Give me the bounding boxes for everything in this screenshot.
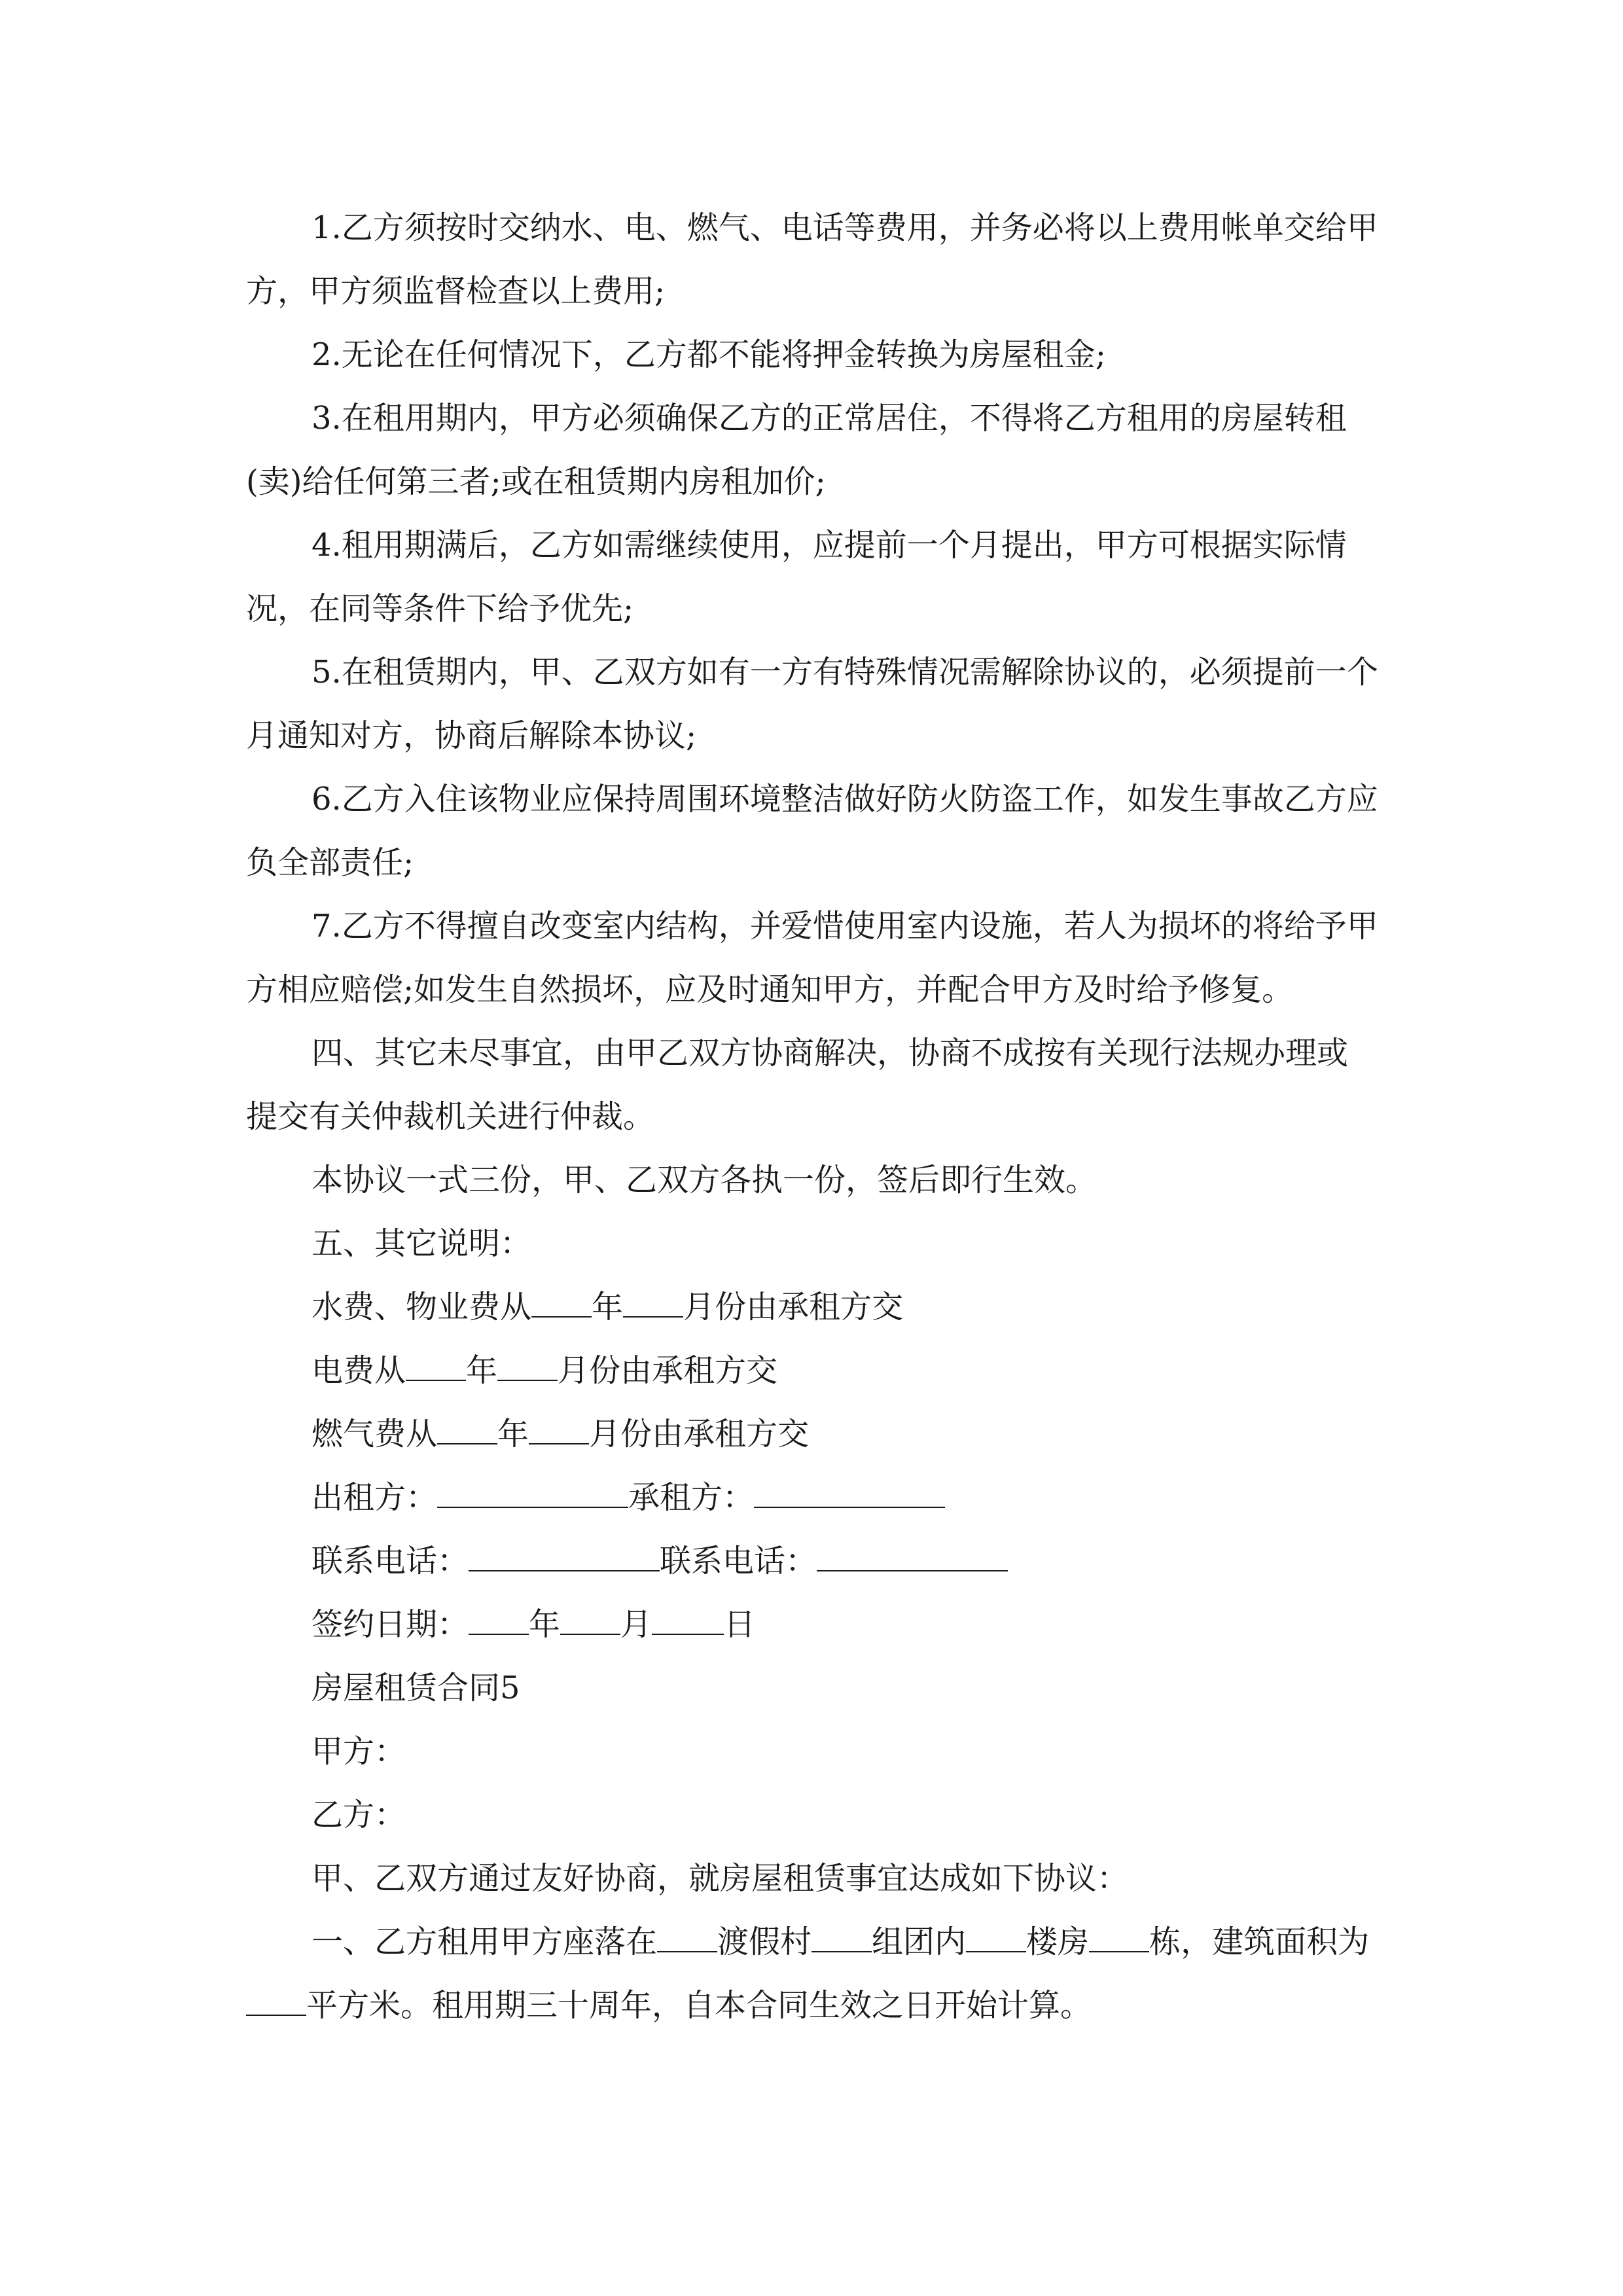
section-4: 四、其它未尽事宜，由甲乙双方协商解决，协商不成按有关现行法规办理或提交有关仲裁机关进行仲裁。 [246, 1035, 1349, 1135]
clause-3: 3.在租用期内，甲方必须确保乙方的正常居住，不得将乙方租用的房屋转租(卖)给任何第三者;或在租赁期内房租加价; [246, 400, 1347, 500]
blank-field [812, 1925, 872, 1952]
parties-line: 出租方： 承租方： [246, 1466, 1378, 1530]
party-a-label: 甲方： [312, 1733, 406, 1770]
electric-fee-line: 电费从 年 月份由承租方交 [312, 1352, 778, 1389]
blank-field [652, 1607, 724, 1635]
sign-date-line: 签约日期： 年 月 日 [312, 1606, 756, 1643]
document-page [246, 196, 1378, 2037]
blank-field [469, 1544, 660, 1571]
clause-1: 1.乙方须按时交纳水、电、燃气、电话等费用，并务必将以上费用帐单交给甲方，甲方须监督检查以上费用; [246, 209, 1378, 310]
blank-field [497, 1354, 558, 1381]
party-b-label: 乙方： [312, 1797, 406, 1833]
blank-field [754, 1480, 945, 1508]
blank-field [437, 1417, 497, 1444]
phones-line: 联系电话： 联系电话： [246, 1530, 1378, 1593]
blank-field [246, 1988, 306, 2016]
blank-field [531, 1290, 592, 1318]
blank-field [406, 1354, 466, 1381]
clause-5: 5.在租赁期内，甲、乙双方如有一方有特殊情况需解除协议的，必须提前一个月通知对方，协商后解除本协议; [246, 654, 1378, 754]
blank-field [623, 1290, 683, 1318]
blank-field [529, 1417, 589, 1444]
blank-field [657, 1925, 717, 1952]
section-5-title: 五、其它说明： [312, 1225, 532, 1262]
contract-title: 房屋租赁合同5 [312, 1670, 520, 1706]
clause-4: 4.租用期满后，乙方如需继续使用，应提前一个月提出，甲方可根据实际情况，在同等条件下给予优先; [246, 527, 1347, 627]
blank-field [817, 1544, 1008, 1571]
clause-2: 2.无论在任何情况下，乙方都不能将押金转换为房屋租金; [312, 336, 1106, 373]
gas-fee-line: 燃气费从 年 月份由承租方交 [312, 1416, 810, 1452]
blank-field [437, 1480, 628, 1508]
blank-field [1089, 1925, 1149, 1952]
copies-statement: 本协议一式三份，甲、乙双方各执一份，签后即行生效。 [312, 1162, 1097, 1198]
blank-field [469, 1607, 529, 1635]
clause-7: 7.乙方不得擅自改变室内结构，并爱惜使用室内设施，若人为损坏的将给予甲方相应赔偿;如发生自然损坏，应及时通知甲方，并配合甲方及时给予修复。 [246, 908, 1378, 1008]
blank-field [560, 1607, 620, 1635]
clause-6: 6.乙方入住该物业应保持周围环境整洁做好防火防盗工作，如发生事故乙方应负全部责任; [246, 781, 1378, 881]
agreement-intro: 甲、乙双方通过友好协商，就房屋租赁事宜达成如下协议： [312, 1860, 1129, 1897]
blank-field [966, 1925, 1026, 1952]
water-fee-line: 水费、物业费从 年 月份由承租方交 [312, 1289, 904, 1325]
clause-one: 一、乙方租用甲方座落在 渡假村 组团内 楼房 栋，建筑面积为平方米。租用期三十周年，自本合同生效之日开始计算。 [246, 1910, 1378, 2037]
